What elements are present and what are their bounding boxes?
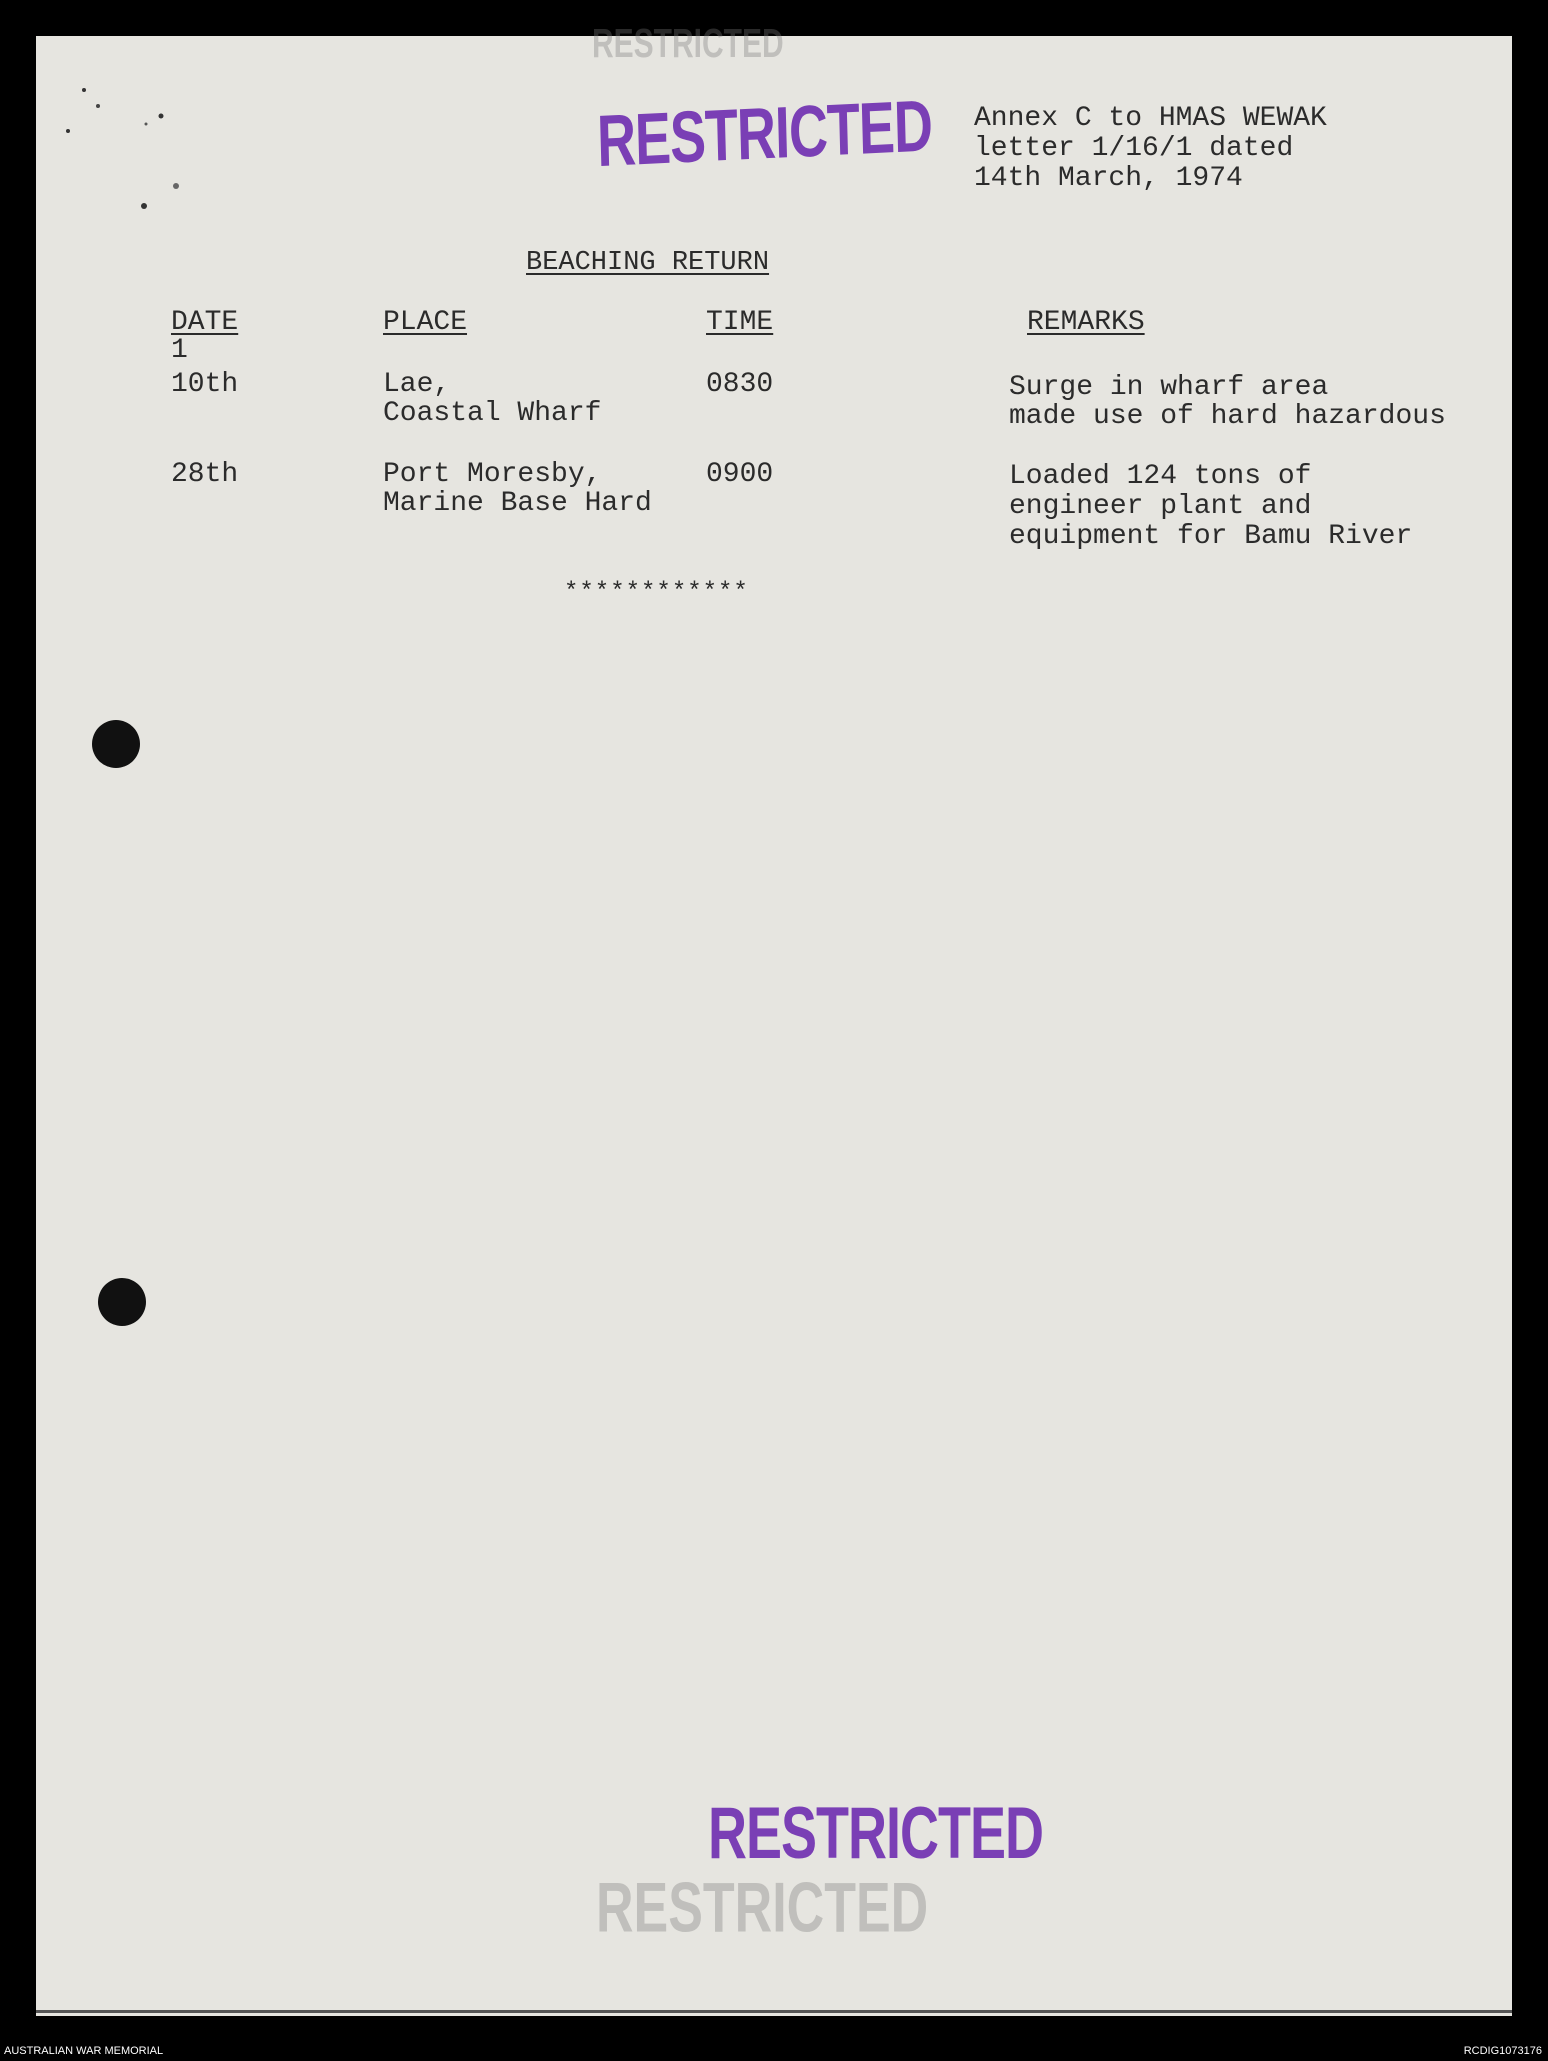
column-header-date: DATE: [171, 307, 239, 338]
row-time: 0830: [706, 369, 774, 400]
column-header-time: TIME: [706, 307, 774, 338]
row-time: 0900: [706, 459, 774, 490]
end-marker: ************: [564, 579, 749, 606]
paper-bottom-edge: [36, 2010, 1512, 2013]
row-remarks-line-2: engineer plant and: [1009, 491, 1312, 522]
bleed-through-stamp-top: RESTRICTED: [592, 22, 784, 67]
punch-hole-upper: [92, 720, 140, 768]
row-date: 10th: [171, 369, 239, 400]
bleed-through-stamp-bottom: RESTRICTED: [596, 1869, 929, 1948]
document-page: [36, 22, 1512, 2016]
page-title: BEACHING RETURN: [526, 248, 770, 278]
footer-left: AUSTRALIAN WAR MEMORIAL: [4, 2045, 164, 2057]
row-place-line-1: Lae,: [383, 369, 451, 400]
row-date: 28th: [171, 459, 239, 490]
row-remarks-line-3: equipment for Bamu River: [1009, 521, 1413, 552]
column-header-place: PLACE: [383, 307, 468, 338]
row-remarks-line-2: made use of hard hazardous: [1009, 401, 1446, 432]
annex-line-3: 14th March, 1974: [974, 163, 1243, 194]
row-remarks-line-1: Loaded 124 tons of: [1009, 461, 1312, 492]
row-place-line-2: Coastal Wharf: [383, 398, 602, 429]
annex-line-2: letter 1/16/1 dated: [974, 133, 1294, 164]
footer-right: RCDIG1073176: [1463, 2045, 1542, 2057]
column-header-remarks: REMARKS: [1027, 307, 1145, 338]
row-place-line-2: Marine Base Hard: [383, 488, 652, 519]
punch-hole-lower: [98, 1278, 146, 1326]
row-remarks-line-1: Surge in wharf area: [1009, 372, 1329, 403]
month-marker: 1: [171, 335, 188, 366]
restricted-stamp-bottom: RESTRICTED: [708, 1793, 1044, 1875]
row-place-line-1: Port Moresby,: [383, 459, 602, 490]
paper-marks: [36, 36, 236, 236]
restricted-stamp-top: RESTRICTED: [596, 85, 933, 183]
annex-line-1: Annex C to HMAS WEWAK: [974, 103, 1327, 134]
